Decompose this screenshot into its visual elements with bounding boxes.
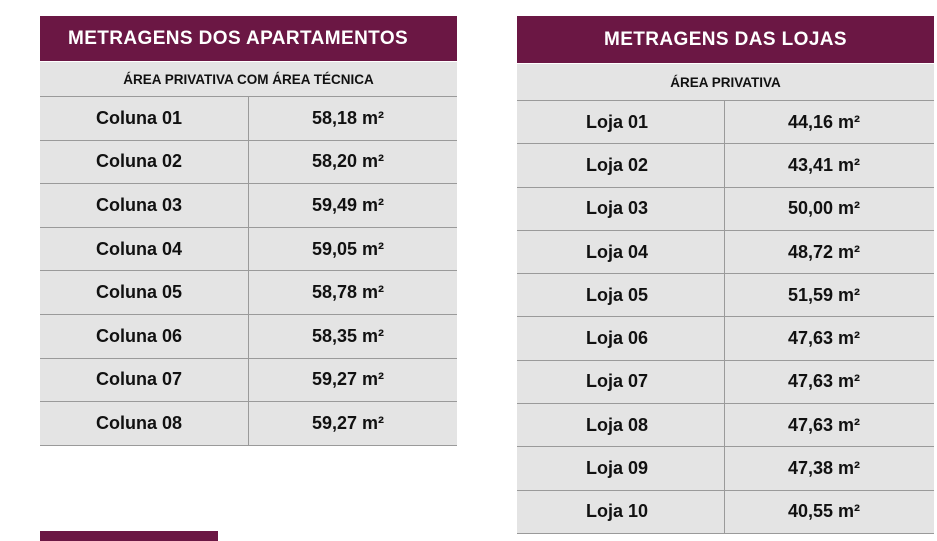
row-area-value: 40,55 m² [788, 501, 861, 522]
row-label: Loja 09 [517, 447, 725, 489]
table-row [517, 361, 934, 404]
row-label: Coluna 07 [40, 359, 249, 402]
apartments-rows [40, 97, 457, 446]
row-area-value: 58,20 m² [312, 151, 385, 172]
row-area-value: 58,35 m² [312, 325, 385, 346]
row-label: Coluna 08 [40, 402, 249, 445]
table-row [517, 274, 934, 317]
row-label: Loja 01 [517, 101, 725, 143]
table-row [40, 315, 457, 359]
row-area-value: 47,63 m² [788, 328, 861, 349]
row-area-value: 58,18 m² [312, 107, 385, 128]
table-row [40, 97, 457, 141]
apartments-table [40, 16, 457, 446]
row-label: Coluna 03 [40, 184, 249, 227]
table-row [517, 101, 934, 144]
row-area-value: 47,63 m² [788, 414, 861, 435]
table-row [517, 447, 934, 490]
row-area-value: 59,49 m² [312, 194, 385, 215]
stores-table [517, 16, 934, 534]
table-row [517, 491, 934, 534]
row-label: Loja 03 [517, 188, 725, 230]
row-area-value: 51,59 m² [788, 284, 861, 305]
row-area-value: 47,38 m² [788, 458, 861, 479]
table-row [517, 231, 934, 274]
table-row [517, 404, 934, 447]
bottom-header-bar [40, 531, 218, 541]
row-area-value: 59,27 m² [312, 369, 385, 390]
table-row [40, 359, 457, 403]
row-label: Coluna 06 [40, 315, 249, 358]
table-row [40, 271, 457, 315]
table-row [517, 188, 934, 231]
row-label: Coluna 01 [40, 97, 249, 140]
stores-rows [517, 101, 934, 534]
row-label: Loja 08 [517, 404, 725, 446]
table-row [40, 141, 457, 185]
apartments-table-title: METRAGENS DOS APARTAMENTOS [40, 16, 457, 61]
table-row [40, 184, 457, 228]
row-area-value: 50,00 m² [788, 198, 861, 219]
row-area-value: 59,27 m² [312, 412, 385, 433]
row-label: Loja 10 [517, 491, 725, 533]
table-row [40, 402, 457, 446]
row-label: Coluna 02 [40, 141, 249, 184]
row-label: Loja 07 [517, 361, 725, 403]
row-label: Loja 05 [517, 274, 725, 316]
stores-table-title: METRAGENS DAS LOJAS [517, 16, 934, 63]
row-area-value: 43,41 m² [788, 154, 861, 175]
row-label: Loja 04 [517, 231, 725, 273]
stores-table-subtitle: ÁREA PRIVATIVA [517, 63, 934, 101]
row-label: Loja 02 [517, 144, 725, 186]
table-row [517, 317, 934, 360]
row-label: Loja 06 [517, 317, 725, 359]
apartments-table-subtitle: ÁREA PRIVATIVA COM ÁREA TÉCNICA [40, 61, 457, 97]
row-area-value: 44,16 m² [788, 111, 861, 132]
row-label: Coluna 04 [40, 228, 249, 271]
table-row [517, 144, 934, 187]
row-area-value: 58,78 m² [312, 282, 385, 303]
table-row [40, 228, 457, 272]
row-area-value: 47,63 m² [788, 371, 861, 392]
row-area-value: 59,05 m² [312, 238, 385, 259]
row-label: Coluna 05 [40, 271, 249, 314]
row-area-value: 48,72 m² [788, 241, 861, 262]
